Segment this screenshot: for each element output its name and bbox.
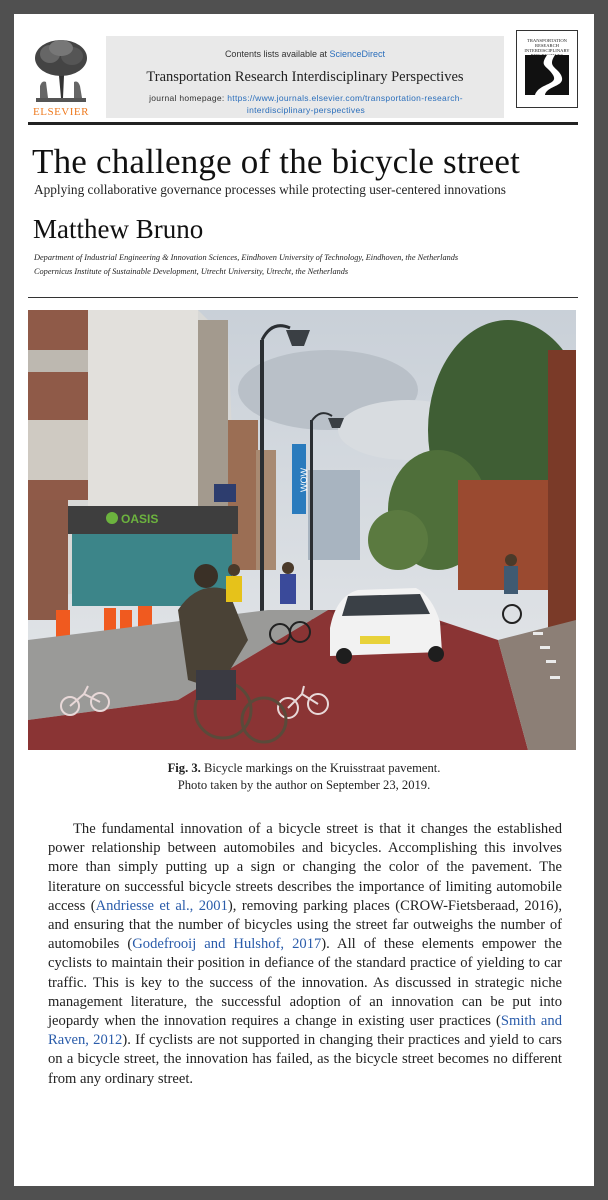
elsevier-logo	[28, 36, 94, 122]
affiliation: Copernicus Institute of Sustainable Development, Utrecht University, Utrecht, the Netherlands	[34, 267, 349, 276]
caption-line-1	[14, 760, 594, 777]
homepage-prefix: journal homepage:	[149, 93, 225, 103]
cyclist-yellow	[226, 564, 242, 602]
article-subtitle: Applying collaborative governance processes while protecting user-centered innovations	[34, 182, 506, 197]
sciencedirect-link[interactable]: ScienceDirect	[329, 49, 386, 59]
header-rule	[28, 122, 578, 125]
citation-link[interactable]: Godefrooij and Hulshof, 2017	[132, 936, 322, 953]
body-text: ). If cyclists are not supported in changing their practices and yield to cars on a bicycle street, the innovation has failed, as the bicycle street becomes no different from any ordinary street.	[48, 1032, 562, 1087]
journal-cover	[516, 30, 578, 108]
citation-link[interactable]: Andriesse et al., 2001	[95, 897, 228, 914]
body-text: The fundamental innovation of a bicycle street is that it changes the established power relationship between automobiles and bicycles. Accomplishing this involves more than simply putting up a sign or changing the color of the pavement. The literature on successful bicycle streets describes the importance of limiting automobile access (	[48, 821, 562, 914]
body-text: ). All of these elements empower the cyclists to maintain their position in defiance of the standard practice of yielding to car traffic. This is key to the success of the innovation. As discussed in strategic niche management literature, the successful adoption of an innovation can be put into jeopardy when the innovation requires a change in existing user practices (	[48, 936, 562, 1030]
figure-caption	[14, 760, 594, 794]
banner-sign-text: WOW	[299, 468, 309, 492]
citation-link[interactable]: Smith and Raven, 2012	[48, 1013, 562, 1049]
figure-label: Fig. 3.	[167, 761, 201, 775]
cover-title: TRANSPORTATION RESEARCH INTERDISCIPLINARY	[524, 38, 570, 53]
journal-homepage	[126, 92, 486, 116]
homepage-link[interactable]: https://www.journals.elsevier.com/transportation-research-interdisciplinary-perspectives	[227, 93, 463, 115]
author-name: Matthew Bruno	[33, 214, 204, 244]
journal-title: Transportation Research Interdisciplinary Perspectives	[146, 69, 464, 85]
body-text: ), removing parking places (CROW-Fietsberaad, 2016), and ensuring that the number of bicycles using the street far outweighs the number of automobiles (	[48, 897, 563, 953]
journal-banner	[106, 36, 504, 118]
contents-line	[106, 49, 504, 59]
affiliation: Department of Industrial Engineering & Innovation Sciences, Eindhoven University of Technology, Eindhoven, the Netherlands	[34, 253, 459, 262]
section-rule	[28, 297, 578, 298]
tree-icon	[28, 36, 94, 106]
caption-line-2: Photo taken by the author on September 23, 2019.	[177, 778, 431, 792]
street-photo	[28, 310, 576, 750]
store-sign-text: OASIS	[121, 512, 159, 526]
body-paragraph	[48, 820, 562, 1089]
article-page	[14, 14, 594, 1186]
contents-prefix: Contents lists available at	[224, 49, 327, 59]
road-icon	[525, 55, 569, 95]
caption-text-1: Bicycle markings on the Kruisstraat pavement.	[203, 761, 441, 775]
article-title: The challenge of the bicycle street	[32, 142, 521, 181]
publisher-logo-text: ELSEVIER	[33, 106, 89, 118]
